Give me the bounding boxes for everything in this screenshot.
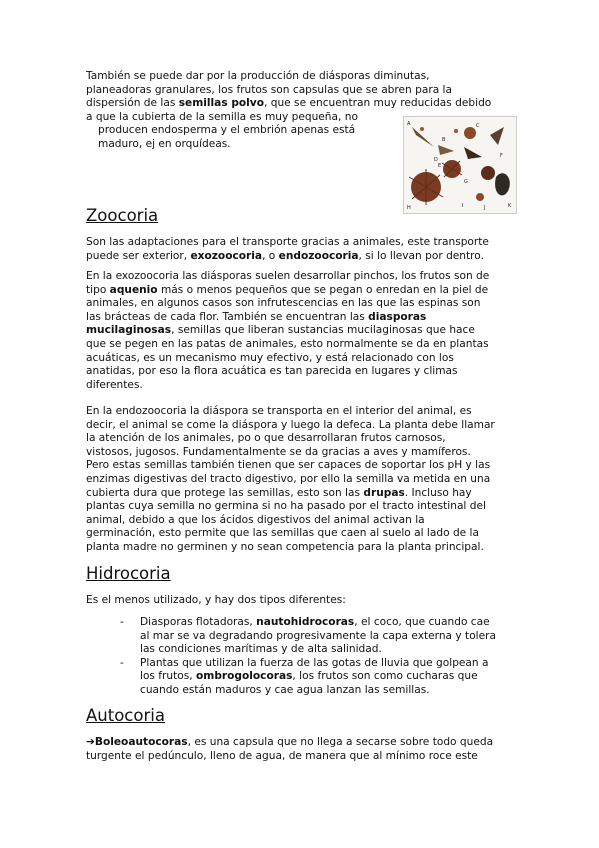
text-line: Son las adaptaciones para el transporte gracias a animales, este transporte <box>86 236 489 248</box>
text-line: los frutos, ombrogolocoras, los frutos son como cucharas que <box>140 670 478 683</box>
text-line: También se puede dar por la producción de diásporas diminutas, <box>86 70 430 82</box>
section-title-autocoria: Autocoria <box>86 706 165 725</box>
text-line: germinación, esto permite que las semillas que caen al suelo al lado de la <box>86 527 479 540</box>
svg-text:F: F <box>500 153 503 159</box>
seeds-illustration <box>404 117 516 213</box>
svg-text:I: I <box>462 203 464 209</box>
svg-text:J: J <box>484 205 486 211</box>
zoocoria-paragraph-2 <box>86 270 516 392</box>
text-line: a que la cubierta de la semilla es muy pequeña, no <box>86 110 358 123</box>
svg-text:E: E <box>438 163 442 169</box>
text-line: planta madre no germinen y no sean competencia para la planta principal. <box>86 540 484 553</box>
svg-text:C: C <box>476 123 480 129</box>
text-line: cuando están maduros y cae agua lanzan las semillas. <box>140 683 430 696</box>
text-line: Diasporas flotadoras, nautohidrocoras, el coco, que cuando cae <box>140 616 490 628</box>
text-line: vistosos, jugosos. Fundamentalmente se da gracias a aves y mamíferos. <box>86 445 471 458</box>
seeds-figure <box>403 116 517 214</box>
list-item <box>120 657 516 698</box>
text-line: turgente el pedúnculo, lleno de agua, de manera que al mínimo roce este <box>86 749 478 762</box>
autocoria-paragraph <box>86 736 516 763</box>
text-line: al mar se va degradando progresivamente la capa externa y tolera <box>140 629 496 642</box>
hidrocoria-intro <box>86 594 516 608</box>
text-line: enzimas digestivas del tracto digestivo, por ello la semilla va metida en una <box>86 472 491 485</box>
arrow-icon: ➔ <box>86 736 95 748</box>
svg-text:B: B <box>442 137 446 143</box>
svg-text:D: D <box>434 157 438 163</box>
text-line: En la exozoocoria las diásporas suelen desarrollar pinchos, los frutos son de <box>86 270 490 282</box>
text-line: la atención de los animales, po o que desarrollaran frutos carnosos, <box>86 432 446 445</box>
text-line: producen endosperma y el embrión apenas está <box>98 124 356 137</box>
text-line: Plantas que utilizan la fuerza de las gotas de lluvia que golpean a <box>140 656 489 669</box>
zoocoria-paragraph-1 <box>86 236 516 263</box>
text-line: Pero estas semillas también tienen que ser capaces de soportar los pH y las <box>86 459 491 472</box>
text-line: diferentes. <box>86 378 143 391</box>
text-line: Es el menos utilizado, y hay dos tipos diferentes: <box>86 594 346 606</box>
text-line: animales, en algunos casos son infrutescencias en las que las espinas son <box>86 297 481 310</box>
bullet-dash: - <box>120 656 124 669</box>
svg-text:A: A <box>407 121 411 127</box>
text-line: dispersión de las semillas polvo, que se encuentran muy reducidas debido <box>86 97 492 110</box>
svg-text:K: K <box>508 203 512 209</box>
text-line: planeadoras granulares, los frutos son capsulas que se abren para la <box>86 83 452 96</box>
text-line: plantas cuya semilla no germina si no ha pasado por el tracto intestinal del <box>86 500 486 513</box>
zoocoria-paragraph-3 <box>86 405 516 555</box>
svg-text:G: G <box>464 179 468 185</box>
text-line: anatidas, por eso la flora acuática es tan parecida en lugares y climas <box>86 365 458 378</box>
svg-text:H: H <box>407 205 411 211</box>
text-line: maduro, ej en orquídeas. <box>98 137 231 150</box>
section-title-zoocoria: Zoocoria <box>86 206 159 225</box>
text-line: mucilaginosas, semillas que liberan sustancias mucilaginosas que hace <box>86 324 475 337</box>
section-title-hidrocoria: Hidrocoria <box>86 564 171 583</box>
text-line: las condiciones marítimas y de alta salinidad. <box>140 643 382 656</box>
text-line: animal, debido a que los ácidos digestivos del animal activan la <box>86 513 425 526</box>
text-line: acuáticas, es un mecanismo muy efectivo, y está relacionado con los <box>86 351 454 364</box>
text-line: ➔Boleoautocoras, es una capsula que no llega a secarse sobre todo queda <box>86 736 494 748</box>
text-line: cubierta dura que protege las semillas, esto son las drupas. Incluso hay <box>86 486 472 499</box>
text-line: puede ser exterior, exozoocoria, o endozoocoria, si lo llevan por dentro. <box>86 249 484 262</box>
text-line: las brácteas de cada flor. También se encuentran las diasporas <box>86 310 427 323</box>
text-line: En la endozoocoria la diáspora se transporta en el interior del animal, es <box>86 405 472 417</box>
text-line: tipo aquenio más o menos pequeños que se pegan o enredan en la piel de <box>86 283 489 296</box>
list-item <box>120 616 516 657</box>
bullet-dash: - <box>120 616 124 628</box>
hidrocoria-list <box>120 616 516 698</box>
text-line: decir, el animal se come la diáspora y luego la defeca. La planta debe llamar <box>86 418 495 431</box>
text-line: que se pegen en las patas de animales, esto normalmente se da en plantas <box>86 337 489 350</box>
